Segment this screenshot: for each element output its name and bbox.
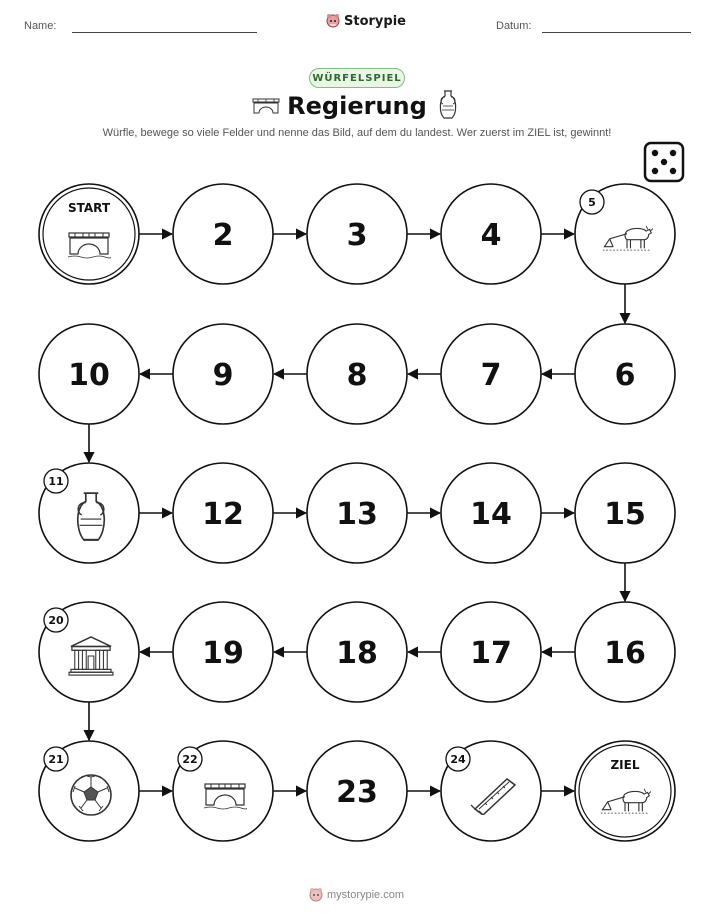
- space-number: 5: [588, 196, 596, 209]
- board-space-23[interactable]: [307, 741, 407, 841]
- space-number: 20: [48, 614, 64, 627]
- board-space-24[interactable]: [441, 741, 541, 841]
- space-number: 21: [48, 753, 64, 766]
- space-number: 8: [346, 358, 368, 393]
- goal-label: ZIEL: [610, 758, 640, 772]
- board-space-11[interactable]: [39, 463, 139, 563]
- goal-space[interactable]: [575, 741, 675, 841]
- board-space-2[interactable]: [173, 184, 273, 284]
- space-number: 16: [604, 636, 646, 671]
- board-space-19[interactable]: [173, 602, 273, 702]
- board-space-12[interactable]: [173, 463, 273, 563]
- space-number: 7: [480, 358, 502, 393]
- space-number: 4: [480, 218, 502, 253]
- space-number: 19: [202, 636, 244, 671]
- space-number: 3: [346, 218, 368, 253]
- footer-brand: [309, 887, 404, 903]
- brand-name: Storypie: [344, 13, 406, 29]
- board-space-10[interactable]: [39, 324, 139, 424]
- space-number: 14: [470, 497, 512, 532]
- space-number: 18: [336, 636, 378, 671]
- space-number: 2: [212, 218, 234, 253]
- board-space-15[interactable]: [575, 463, 675, 563]
- page-title: Regierung: [287, 92, 427, 120]
- board-space-21[interactable]: [39, 741, 139, 841]
- space-number: 23: [336, 775, 378, 810]
- board-space-4[interactable]: [441, 184, 541, 284]
- board-space-7[interactable]: [441, 324, 541, 424]
- storypie-mascot-icon: [309, 887, 323, 903]
- board-space-16[interactable]: [575, 602, 675, 702]
- space-number: 22: [182, 753, 198, 766]
- space-number: 24: [450, 753, 466, 766]
- board-space-18[interactable]: [307, 602, 407, 702]
- space-number: 11: [48, 475, 64, 488]
- space-circle: [575, 741, 675, 841]
- start-label: START: [67, 201, 111, 215]
- space-number: 13: [336, 497, 378, 532]
- board-space-6[interactable]: [575, 324, 675, 424]
- space-number: 12: [202, 497, 244, 532]
- board-space-13[interactable]: [307, 463, 407, 563]
- space-number: 15: [604, 497, 646, 532]
- space-number: 17: [470, 636, 512, 671]
- footer-url: mystorypie.com: [327, 889, 405, 901]
- board-space-14[interactable]: [441, 463, 541, 563]
- start-space[interactable]: [39, 184, 139, 284]
- game-type-badge: WÜRFELSPIEL: [309, 68, 405, 88]
- board-space-22[interactable]: [173, 741, 273, 841]
- board-space-3[interactable]: [307, 184, 407, 284]
- instructions: Würfle, bewege so viele Felder und nenne das Bild, auf dem du landest. Wer zuerst im ZIEL ist, gewinnt!: [102, 127, 612, 139]
- board-space-9[interactable]: [173, 324, 273, 424]
- name-label: Name:: [24, 20, 57, 32]
- space-number: 9: [212, 358, 234, 393]
- space-number: 10: [68, 358, 110, 393]
- board-space-8[interactable]: [307, 324, 407, 424]
- board-space-5[interactable]: [575, 184, 675, 284]
- board-space-20[interactable]: [39, 602, 139, 702]
- board-space-17[interactable]: [441, 602, 541, 702]
- space-number: 6: [614, 358, 636, 393]
- date-label: Datum:: [496, 20, 532, 32]
